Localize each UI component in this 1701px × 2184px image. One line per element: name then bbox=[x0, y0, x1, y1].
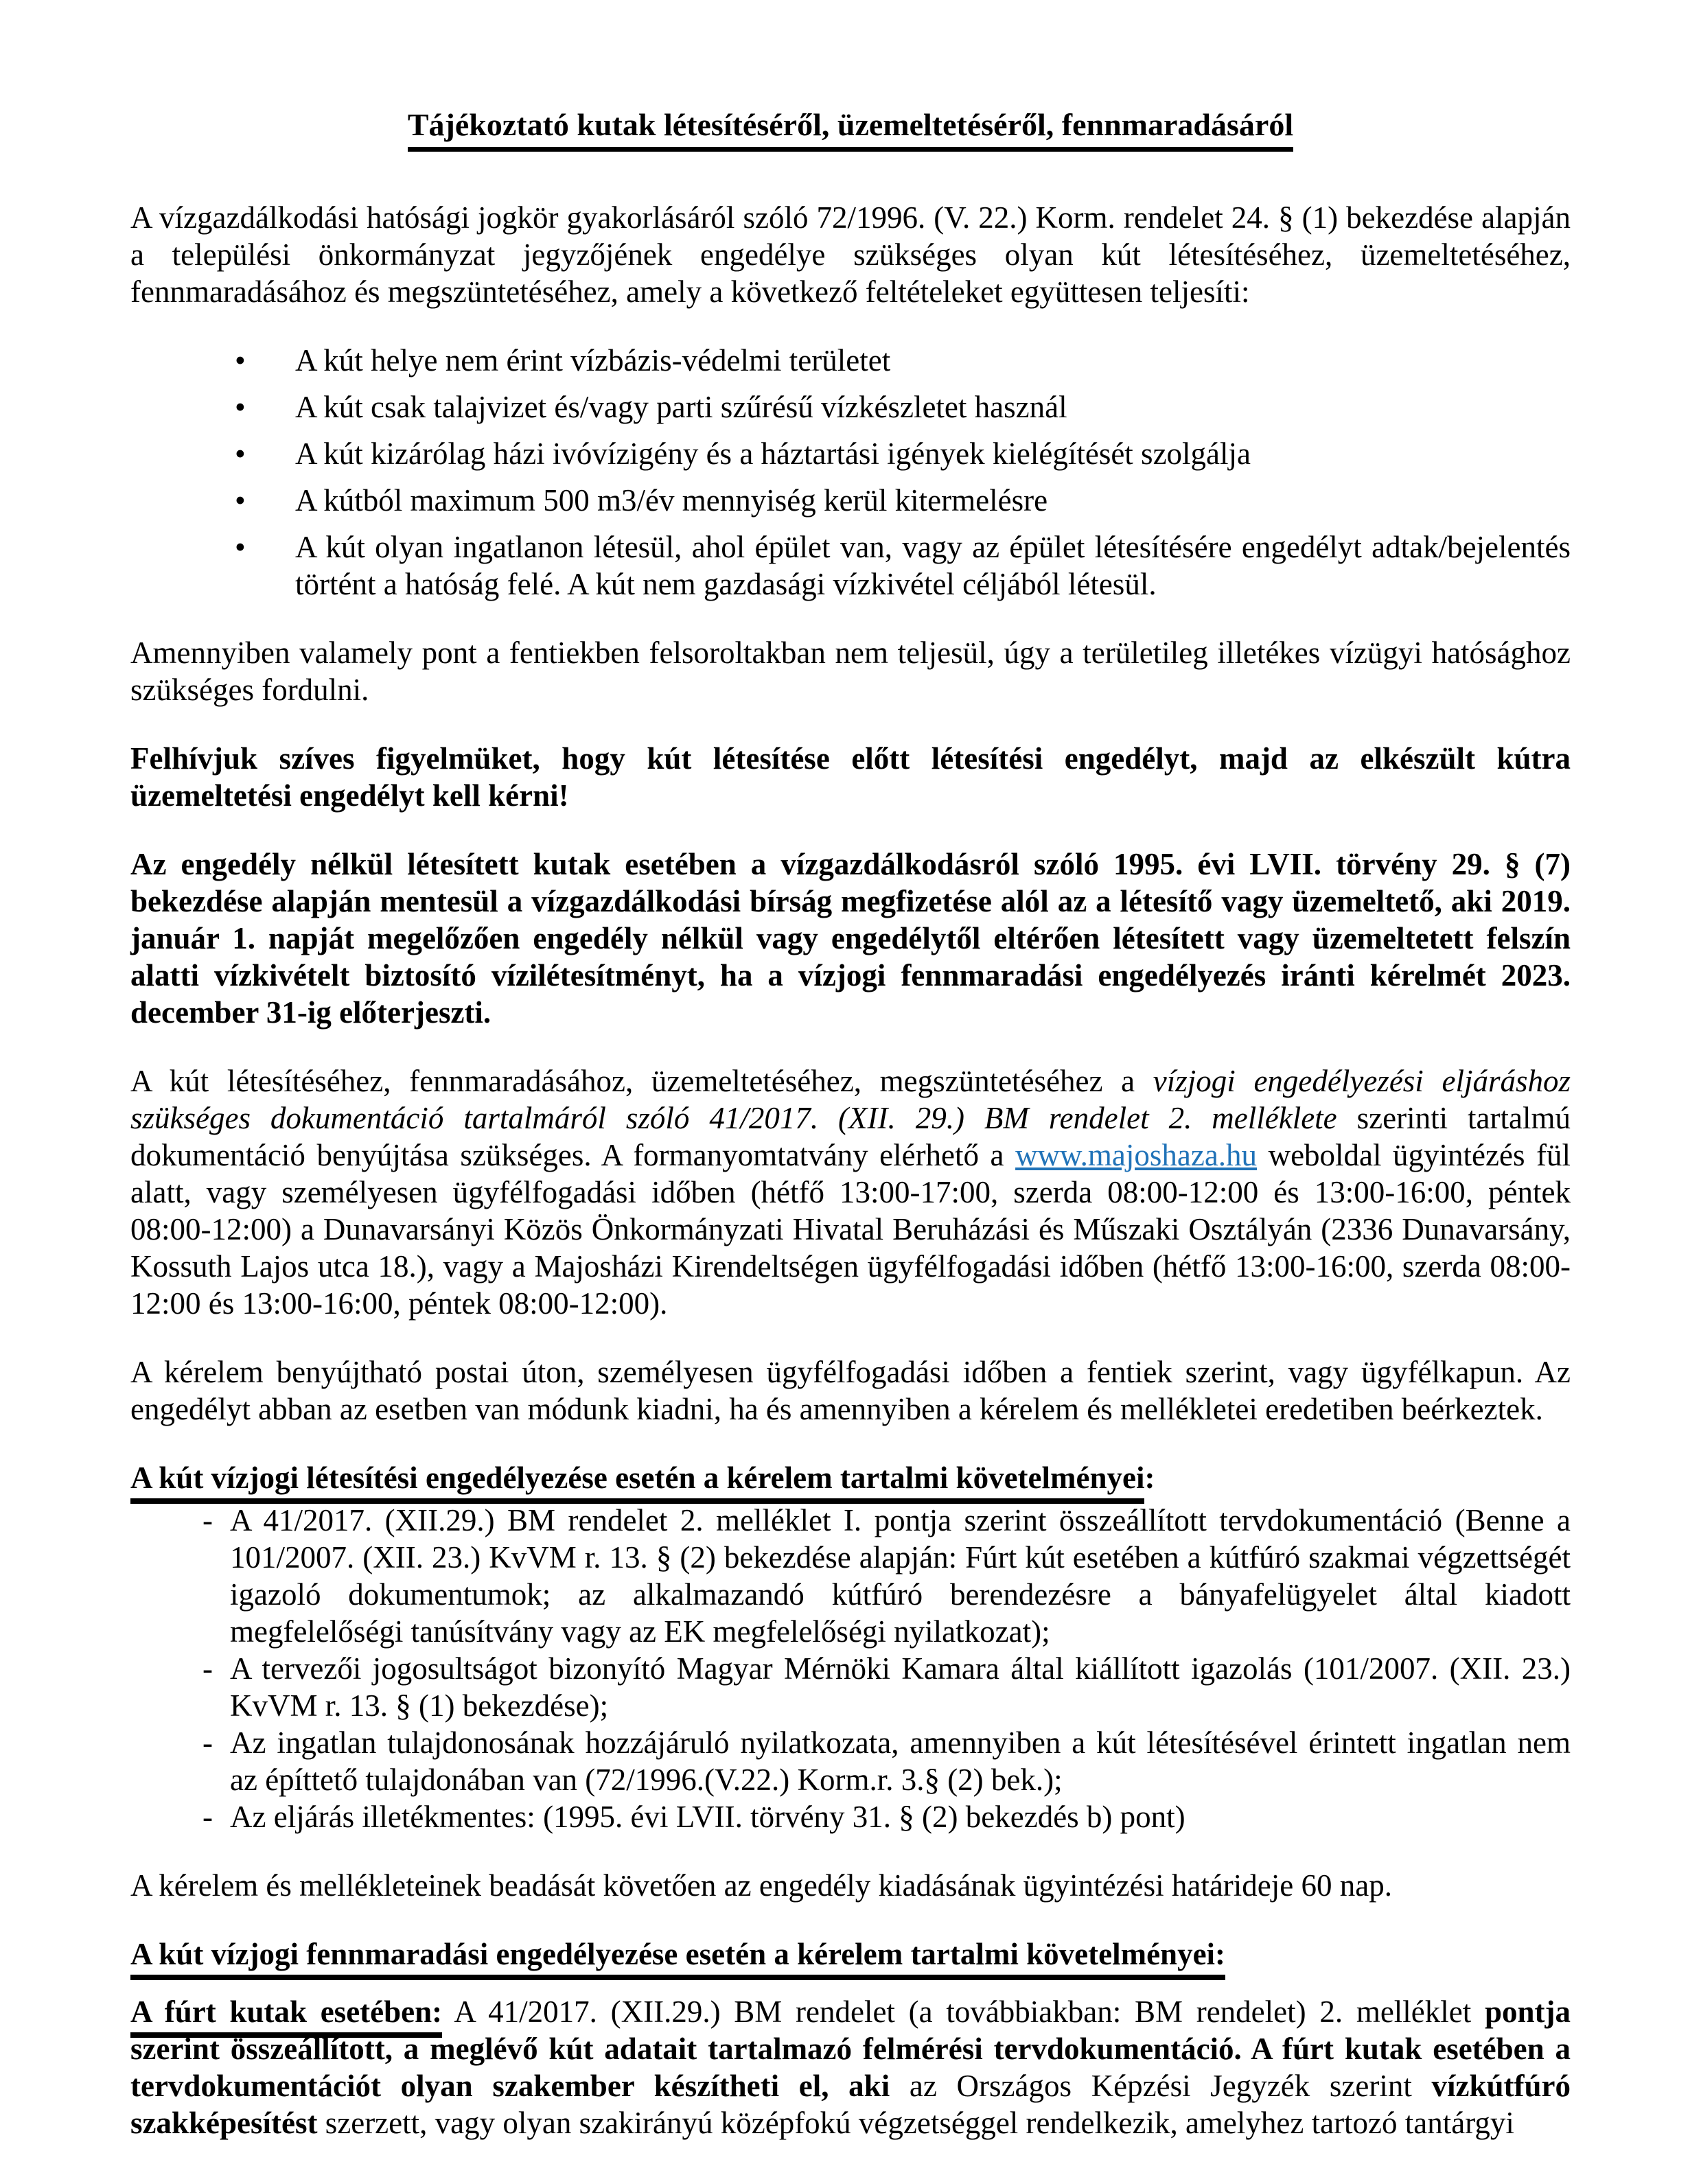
text-run: az Országos Képzési Jegyzék szerint bbox=[890, 2069, 1432, 2103]
heading-letesitesi bbox=[130, 1459, 1571, 1496]
list-item: - A 41/2017. (XII.29.) BM rendelet 2. melléklet I. pontja szerint összeállított tervdokumentáció (Benne a 101/2007. (XII. 23.) KvVM r. 13. § (2) bekezdése alapján: Fúrt kút esetében a kútfúró szakmai végzettségét igazoló dokumentumok; az alkalmazandó kútfúró berendezésre a bányafelügyelet által kiadott megfelelőségi tanúsítvány vagy az EK megfelelőségi nyilatkozat); bbox=[230, 1502, 1571, 1650]
deadline-paragraph: A kérelem és mellékleteinek beadását követően az engedély kiadásának ügyintézési határideje 60 nap. bbox=[130, 1868, 1392, 1903]
notice-paragraph: Felhívjuk szíves figyelmüket, hogy kút létesítése előtt létesítési engedélyt, majd az elkészült kútra üzemeltetési engedélyt kell kérni! bbox=[130, 741, 1571, 813]
list-item: • A kút kizárólag házi ivóvízigény és a háztartási igények kielégítését szolgálja bbox=[295, 435, 1571, 472]
list-item: - Az ingatlan tulajdonosának hozzájáruló nyilatkozata, amennyiben a kút létesítésével érintett ingatlan nem az építtető tulajdonában van (72/1996.(V.22.) Korm.r. 3.§ (2) bek.); bbox=[230, 1724, 1571, 1798]
heading-fennmaradasi-text: A kút vízjogi fennmaradási engedélyezése esetén a kérelem tartalmi követelményei: bbox=[130, 1937, 1225, 1980]
majoshaza-link[interactable]: www.majoshaza.hu bbox=[1015, 1138, 1258, 1172]
text-run: weboldal ügyintézés fül alatt, vagy személyesen ügyfélfogadási időben (hétfő 13:00-17:00, szerda 08:00-12:00 és 13:00-16:00, péntek 08:00-12:00) a Dunavarsányi Közös Önkormányzati Hivatal Beruházási és Műszaki Osztályán (2336 Dunavarsány, Kossuth Lajos utca 18.), vagy a Majosházi Kirendeltségen ügyfélfogadási időben (hétfő 13:00-16:00, szerda 08:00-12:00 és 13:00-16:00, péntek 08:00-12:00). bbox=[130, 1138, 1571, 1321]
text-run: szerzett, vagy olyan szakirányú középfokú végzetséggel rendelkezik, amelyhez tartozó tantárgyi bbox=[317, 2106, 1514, 2140]
letesitesi-requirements-list bbox=[130, 1502, 1571, 1835]
text-run bbox=[442, 1995, 454, 2029]
furt-kutak-paragraph bbox=[130, 1993, 1571, 2141]
text-run: A 41/2017. (XII.29.) BM rendelet (a továbbiakban: BM rendelet) 2. melléklet bbox=[454, 1995, 1485, 2029]
list-item: • A kútból maximum 500 m3/év mennyiség kerül kitermelésre bbox=[295, 482, 1571, 519]
heading-fennmaradasi bbox=[130, 1936, 1571, 1973]
heading-letesitesi-text: A kút vízjogi létesítési engedélyezése esetén a kérelem tartalmi követelményei bbox=[130, 1461, 1144, 1504]
text-run: szerinti tartalmú dokumentáció benyújtása szükséges. A formanyomtatvány elérhető a bbox=[130, 1101, 1571, 1172]
list-item: - Az eljárás illetékmentes: (1995. évi LVII. törvény 31. § (2) bekezdés b) pont) bbox=[230, 1798, 1571, 1835]
intro-paragraph: A vízgazdálkodási hatósági jogkör gyakorlásáról szóló 72/1996. (V. 22.) Korm. rendelet 24. § (1) bekezdése alapján a települési önkormányzat jegyzőjének engedélye szükséges olyan kút létesítéséhez, üzemeltetéséhez, fennmaradásához és megszüntetéséhez, amely a következő feltételeket együttesen teljesíti: bbox=[130, 200, 1571, 309]
submission-paragraph: A kérelem benyújtható postai úton, személyesen ügyfélfogadási időben a fentiek szerint, vagy ügyfélkapun. Az engedélyt abban az esetben van módunk kiadni, ha és amennyiben a kérelem és mellékletei eredetiben beérkeztek. bbox=[130, 1355, 1571, 1426]
text-run: vízkútfúró szakképesítést bbox=[130, 2069, 1571, 2140]
list-item: • A kút csak talajvizet és/vagy parti szűrésű vízkészletet használ bbox=[295, 388, 1571, 426]
list-item: - A tervezői jogosultságot bizonyító Magyar Mérnöki Kamara által kiállított igazolás (101/2007. (XII. 23.) KvVM r. 13. § (1) bekezdése); bbox=[230, 1650, 1571, 1724]
documentation-paragraph bbox=[130, 1062, 1571, 1322]
page-title bbox=[130, 104, 1571, 146]
furt-kutak-lead: A fúrt kutak esetében: bbox=[130, 1995, 442, 2038]
page-title-text: Tájékoztató kutak létesítéséről, üzemeltetéséről, fennmaradásáról bbox=[408, 107, 1293, 152]
text-run: A kút létesítéséhez, fennmaradásához, üzemeltetéséhez, megszüntetéséhez a bbox=[130, 1064, 1153, 1098]
authority-note-paragraph: Amennyiben valamely pont a fentiekben felsoroltakban nem teljesül, úgy a területileg illetékes vízügyi hatósághoz szükséges fordulni. bbox=[130, 636, 1571, 707]
list-item: • A kút olyan ingatlanon létesül, ahol épület van, vagy az épület létesítésére engedélyt adtak/bejelentés történt a hatóság felé. A kút nem gazdasági vízkivétel céljából létesül. bbox=[295, 528, 1571, 603]
amnesty-paragraph: Az engedély nélkül létesített kutak esetében a vízgazdálkodásról szóló 1995. évi LVII. törvény 29. § (7) bekezdése alapján mentesül a vízgazdálkodási bírság megfizetése alól az a létesítő vagy üzemeltető, aki 2019. január 1. napját megelőzően engedély nélkül vagy engedélytől eltérően létesített vagy üzemeltetett felszín alatti vízkivételt biztosító vízilétesítményt, ha a vízjogi fennmaradási engedélyezés iránti kérelmét 2023. december 31-ig előterjeszti. bbox=[130, 847, 1571, 1030]
text-run: pontja szerint összeállított, a meglévő kút adatait tartalmazó felmérési tervdokumentáció. A fúrt kutak esetében a tervdokumentációt olyan szakember készítheti el, aki bbox=[130, 1995, 1571, 2103]
conditions-list bbox=[130, 342, 1571, 603]
text-run: vízjogi engedélyezési eljáráshoz szükséges dokumentáció tartalmáról szóló 41/2017. (XII. 29.) BM rendelet 2. melléklete bbox=[130, 1064, 1571, 1135]
text-run: : bbox=[1144, 1461, 1155, 1495]
list-item: • A kút helye nem érint vízbázis-védelmi területet bbox=[295, 342, 1571, 379]
